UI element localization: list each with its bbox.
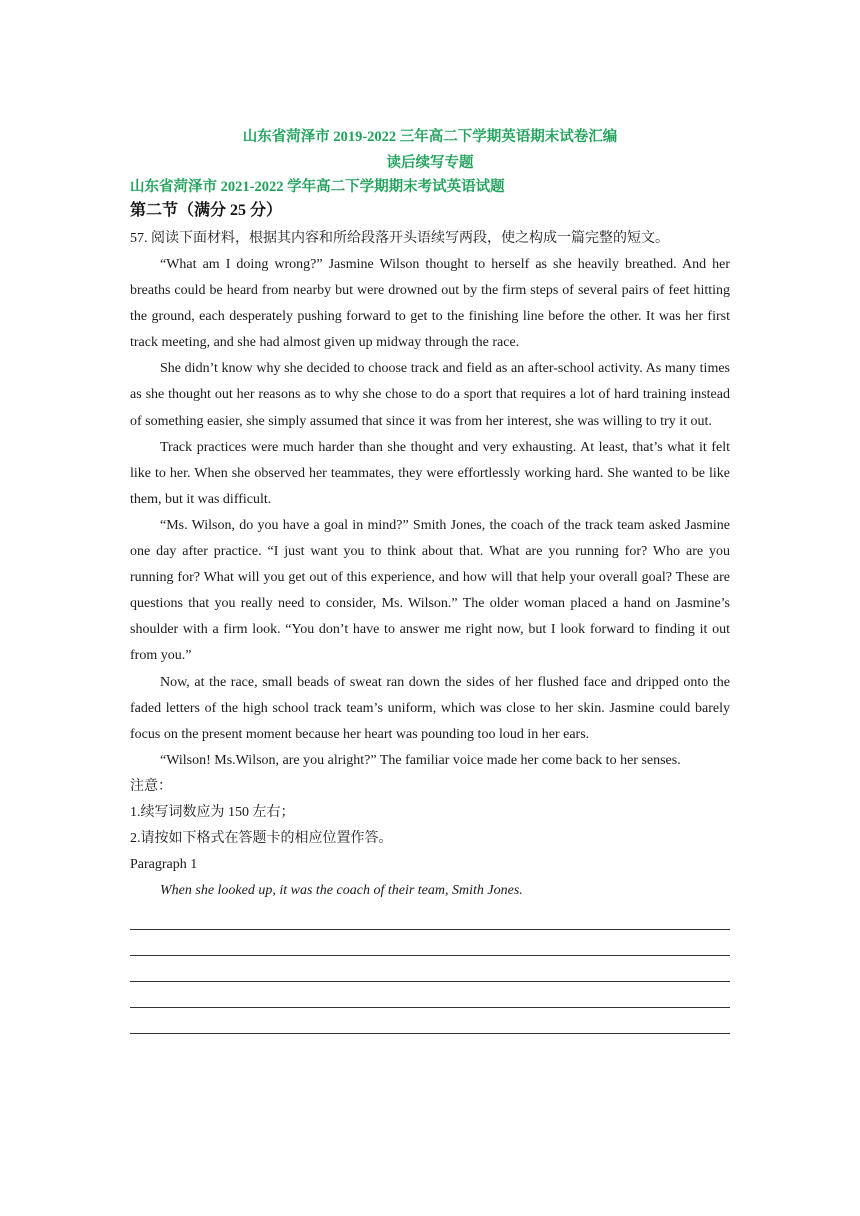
source-exam-title: 山东省菏泽市 2021-2022 学年高二下学期期末考试英语试题 — [130, 179, 505, 195]
note-item: 2.请按如下格式在答题卡的相应位置作答。 — [130, 831, 393, 847]
opening-sentence: When she looked up, it was the coach of their team, Smith Jones. — [160, 883, 523, 899]
question-instruction: 57. 阅读下面材料，根据其内容和所给段落开头语续写两段，使之构成一篇完整的短文。 — [130, 231, 669, 246]
passage-paragraph: Track practices were much harder than she thought and very exhausting. At least, that’s what it felt like to her. When she observed her teammates, they were effortlessly working hard. She wanted to be like them, but it was difficult. — [130, 439, 730, 507]
note-item: 1.续写词数应为 150 左右； — [130, 804, 295, 820]
passage-paragraph: Now, at the race, small beads of sweat ran down the sides of her flushed face and dripped onto the faded letters of the high school track team’s uniform, which was close to her skin. Jasmine could barely focus on the present moment because her heart was pounding too loud in her ears. — [130, 674, 730, 742]
answer-block — [130, 852, 730, 1034]
passage-paragraph: “What am I doing wrong?” Jasmine Wilson thought to herself as she heavily breathed. And her breaths could be heard from nearby but were drowned out by the firm steps of several pairs of feet hitting the ground, each desperately pushing forward to get to the finishing line before the other. It was her first track meeting, and she had almost given up midway through the race. — [130, 257, 730, 351]
section-heading: 第二节（满分 25 分） — [130, 202, 283, 219]
passage-paragraph: She didn’t know why she decided to choose track and field as an after-school activity. As many times as she thought out her reasons as to why she chose to do a sport that requires a lot of hard training instead of something easier, she simply assumed that since it was from her interest, she was willing to try it out. — [130, 361, 730, 429]
answer-writing-line[interactable] — [130, 930, 730, 956]
notes-block — [130, 774, 730, 852]
answer-writing-line[interactable] — [130, 956, 730, 982]
answer-writing-line[interactable] — [130, 1008, 730, 1034]
paragraph-label: Paragraph 1 — [130, 857, 198, 873]
document-subtitle: 读后续写专题 — [386, 155, 474, 171]
notes-label: 注意： — [130, 778, 172, 794]
document-page — [130, 124, 730, 1034]
answer-writing-line[interactable] — [130, 982, 730, 1008]
reading-passage — [130, 252, 730, 774]
passage-paragraph: “Ms. Wilson, do you have a goal in mind?” Smith Jones, the coach of the track team asked Jasmine one day after practice. “I just want you to think about that. What are you running for? Who are you running for? What will you get out of this experience, and how will that help your overall goal? These are questions that you really need to consider, Ms. Wilson.” The older woman placed a hand on Jasmine’s shoulder with a firm look. “You don’t have to answer me right now, but I look forward to finding it out from you.” — [130, 517, 730, 664]
document-title: 山东省菏泽市 2019-2022 三年高二下学期英语期末试卷汇编 — [242, 129, 618, 145]
answer-writing-line[interactable] — [130, 904, 730, 930]
passage-paragraph: “Wilson! Ms.Wilson, are you alright?” The familiar voice made her come back to her senses. — [160, 752, 681, 768]
